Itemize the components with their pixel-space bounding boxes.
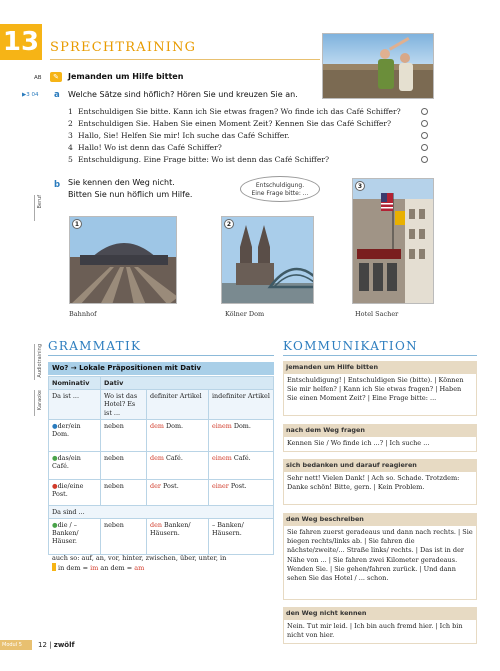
speaking-icon: ✎ (50, 72, 62, 82)
phrase-box-heading: den Weg beschreiben (283, 513, 477, 526)
exercise-letter-a: a (54, 90, 60, 100)
page-title: SPRECHTRAINING (50, 40, 197, 55)
table-cell: ●die/eine Post. (49, 479, 101, 505)
table-cell: neben (101, 479, 147, 505)
phrase-box-heading: jemanden um Hilfe bitten (283, 361, 477, 374)
table-row (49, 451, 274, 479)
photo-caption-1: Bahnhof (69, 310, 97, 318)
table-cell: den Banken/ Häusern. (147, 519, 209, 555)
exercise-a-instruction: Welche Sätze sind höflich? Hören Sie und kreuzen Sie an. (68, 90, 298, 99)
kommunikation-title: KOMMUNIKATION (283, 339, 418, 353)
photo-hotel-sacher (352, 178, 434, 304)
grammar-table-title: Wo? → Lokale Präpositionen mit Dativ (48, 362, 274, 375)
speech-bubble: Entschuldigung. Eine Frage bitte: ... (240, 176, 320, 202)
answer-checkbox-5[interactable] (421, 156, 428, 163)
audio-track-number[interactable]: ▶3 04 (22, 92, 39, 98)
phrase-box-body: Kennen Sie / Wo finde ich ...? | Ich suche ... (283, 437, 477, 452)
list-item: 4 Hallo! Wo ist denn das Café Schiffer? (68, 143, 222, 152)
phrase-box-heading: sich bedanken und darauf reagieren (283, 459, 477, 472)
phrase-box-body: Sehr nett! Vielen Dank! | Ach so. Schade. Trotzdem: Danke schön! Bitte, gern. | Kein Problem. (283, 472, 477, 505)
list-item: 1 Entschuldigen Sie bitte. Kann ich Sie etwas fragen? Wo finde ich das Café Schiffer? (68, 107, 401, 116)
photo-number-2: 2 (224, 219, 234, 229)
side-tab-karaoke[interactable]: Karaoke (34, 390, 43, 416)
page-number: 12 (38, 641, 47, 649)
table-cell: – Banken/ Häusern. (209, 519, 274, 555)
lesson-number: 13 (0, 24, 42, 60)
table-subheader-row (49, 505, 274, 518)
exclamation-icon (52, 563, 56, 571)
answer-checkbox-2[interactable] (421, 120, 428, 127)
table-cell: Da sind ... (49, 505, 274, 518)
phrase-box-heading: den Weg nicht kennen (283, 607, 477, 620)
answer-checkbox-4[interactable] (421, 144, 428, 151)
column-header-dativ: Dativ (101, 377, 274, 390)
header-divider (50, 59, 320, 60)
bullet-icon: ● (52, 481, 58, 490)
table-cell: einer Post. (209, 479, 274, 505)
table-cell: der Post. (147, 479, 209, 505)
list-item: 5 Entschuldigung. Eine Frage bitte: Wo ist denn das Café Schiffer? (68, 155, 330, 164)
photo-bahnhof (69, 216, 177, 304)
bullet-icon: ● (52, 453, 58, 462)
table-header-row (49, 377, 274, 390)
table-subheader-row (49, 390, 274, 420)
grammar-table (48, 376, 274, 555)
answer-checkbox-3[interactable] (421, 132, 428, 139)
table-cell: definiter Artikel (147, 390, 209, 420)
table-cell: ●das/ein Café. (49, 451, 101, 479)
bullet-icon: ● (52, 421, 58, 430)
header-photo-tourists (322, 33, 434, 99)
table-cell: indefiniter Artikel (209, 390, 274, 420)
page-number-word: zwölf (53, 641, 75, 649)
table-cell: dem Café. (147, 451, 209, 479)
exercise-title: Jemanden um Hilfe bitten (68, 72, 184, 81)
table-cell: einem Café. (209, 451, 274, 479)
table-row (49, 419, 274, 451)
module-tab: Modul 5 (0, 640, 32, 650)
page-footer: 12 | zwölf (38, 641, 75, 649)
table-cell: einem Dom. (209, 419, 274, 451)
grammatik-divider (48, 355, 274, 356)
photo-caption-2: Kölner Dom (225, 310, 265, 318)
column-header-nominativ: Nominativ (49, 377, 101, 390)
list-item: 3 Hallo, Sie! Helfen Sie mir! Ich suche das Café Schiffer. (68, 131, 290, 140)
answer-checkbox-1[interactable] (421, 108, 428, 115)
phrase-box-body: Sie fahren zuerst geradeaus und dann nach rechts. | Sie biegen rechts/links ab. | Sie fahren die nächste/zweite/... Straße links/ rechts. | Das ist in der Nähe von ... | Sie fahren zwei Kilometer geradeaus. Wenden Sie. | Sie gehen/fahren zurück. | Und dann sehen Sie das Hotel / ... schon. (283, 526, 477, 600)
table-cell: ●die / – Banken/ Häuser. (49, 519, 101, 555)
table-row (49, 519, 274, 555)
plural-bullet-icon: ● (52, 521, 58, 530)
photo-koelner-dom (221, 216, 314, 304)
table-cell: neben (101, 519, 147, 555)
kommunikation-divider (283, 355, 477, 356)
photo-number-1: 1 (72, 219, 82, 229)
exercise-letter-b: b (54, 180, 61, 190)
photo-caption-3: Hotel Sacher (355, 310, 399, 318)
track-label: 3 04 (26, 92, 39, 98)
workbook-label: AB (34, 75, 42, 81)
table-cell: Da ist ... (49, 390, 101, 420)
table-cell: dem Dom. (147, 419, 209, 451)
table-row (49, 479, 274, 505)
exercise-b-instruction-2: Bitten Sie nun höflich um Hilfe. (68, 190, 193, 199)
side-tab-audiotraining[interactable]: Audiotraining (34, 344, 43, 380)
photo-number-3: 3 (355, 181, 365, 191)
table-cell: neben (101, 451, 147, 479)
table-cell: Wo ist das Hotel? Es ist ... (101, 390, 147, 420)
grammar-note: auch so: auf, an, vor, hinter, zwischen, über, unter, in in dem = im an dem = am (52, 554, 227, 572)
table-cell: ●der/ein Dom. (49, 419, 101, 451)
exercise-b-instruction-1: Sie kennen den Weg nicht. (68, 178, 175, 187)
list-item: 2 Entschuldigen Sie. Haben Sie einen Moment Zeit? Kennen Sie das Café Schiffer? (68, 119, 392, 128)
grammatik-title: GRAMMATIK (48, 339, 142, 353)
phrase-box-heading: nach dem Weg fragen (283, 424, 477, 437)
phrase-box-body: Entschuldigung! | Entschuldigen Sie (bitte). | Können Sie mir helfen? | Kann ich Sie etwas fragen? | Haben Sie einen Moment Zeit? | Eine Frage bitte: ... (283, 374, 477, 416)
side-tab-beruf: Beruf (34, 195, 43, 221)
phrase-box-body: Nein. Tut mir leid. | Ich bin auch fremd hier. | Ich bin nicht von hier. (283, 620, 477, 644)
table-cell: neben (101, 419, 147, 451)
